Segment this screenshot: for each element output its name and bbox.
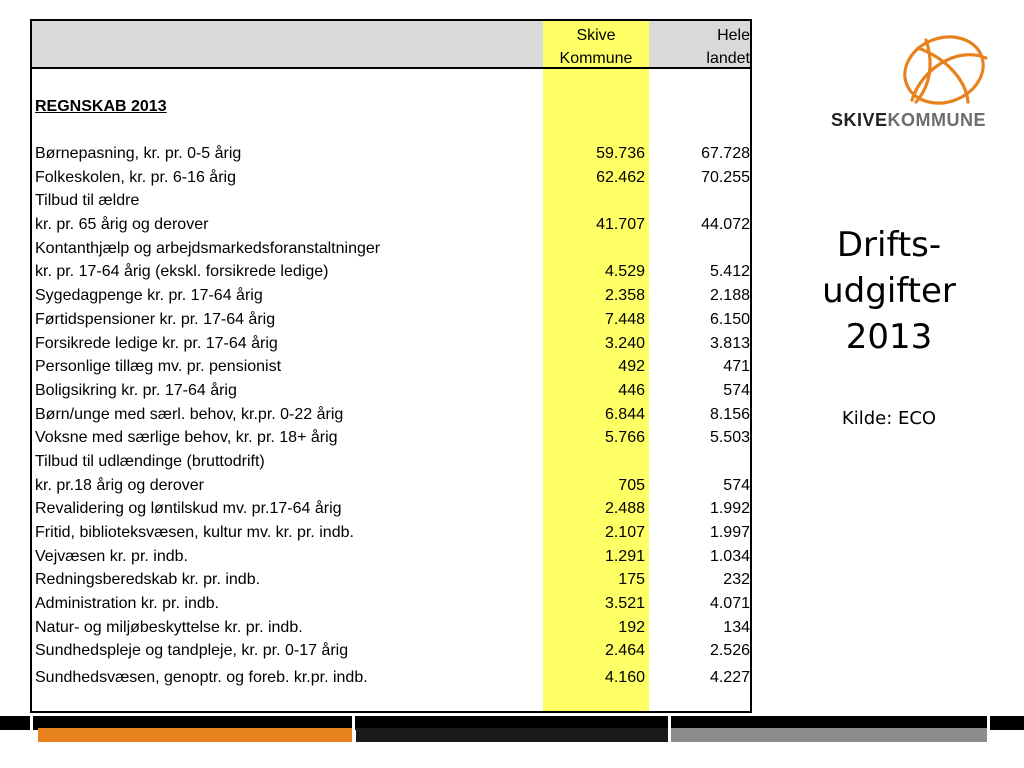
row-value-hele: 5.412: [709, 263, 750, 281]
row-value-skive: 705: [618, 476, 645, 494]
logo-text-bold: SKIVE: [831, 110, 888, 130]
logo-wordmark: [831, 110, 986, 131]
row-label: Vejvæsen kr. pr. indb.: [35, 547, 188, 565]
row-label: kr. pr. 17-64 årig (ekskl. forsikrede ledige): [35, 263, 329, 281]
row-value-hele: 4.227: [709, 669, 750, 687]
row-value-hele: 1.034: [709, 547, 750, 565]
section-title: REGNSKAB 2013: [35, 98, 167, 115]
table-row: [32, 545, 750, 569]
row-label: kr. pr.18 årig og derover: [35, 476, 204, 494]
logo-text-light: KOMMUNE: [887, 110, 987, 130]
table-row: [32, 355, 750, 379]
row-label: Tilbud til ældre: [35, 192, 140, 210]
row-value-hele: 471: [723, 358, 750, 376]
row-value-skive: 1.291: [604, 547, 645, 565]
footer-divider: [987, 716, 990, 742]
row-value-hele: 574: [723, 476, 750, 494]
slide-title-line1: Drifts-: [836, 225, 942, 265]
footer-divider: [30, 716, 33, 742]
row-value-skive: 4.529: [604, 263, 645, 281]
row-value-skive: 4.160: [604, 669, 645, 687]
table-row: [32, 474, 750, 498]
row-value-skive: 2.107: [604, 524, 645, 541]
row-value-hele: 134: [723, 618, 750, 636]
row-label: Administration kr. pr. indb.: [35, 595, 220, 613]
table-row: [32, 616, 750, 640]
column-header-hele-landet: [649, 24, 750, 70]
row-value-skive: 175: [618, 571, 645, 589]
row-value-hele: 574: [723, 381, 750, 399]
column-header-skive-line1: Skive: [576, 27, 616, 44]
row-value-skive: 2.358: [604, 287, 645, 305]
footer-divider: [668, 716, 671, 742]
slide-title: [780, 222, 998, 360]
table-header: [32, 21, 750, 69]
table-row: [32, 450, 750, 474]
row-value-hele: 6.150: [709, 310, 750, 328]
table-row: [32, 639, 750, 663]
table-row: [32, 403, 750, 427]
row-value-hele: 67.728: [701, 145, 750, 162]
row-label: Voksne med særlige behov, kr. pr. 18+ årig: [35, 429, 338, 447]
row-label: Sundhedsvæsen, genoptr. og foreb. kr.pr. indb.: [35, 669, 368, 687]
row-label: kr. pr. 65 årig og derover: [35, 216, 209, 234]
row-label: Natur- og miljøbeskyttelse kr. pr. indb.: [35, 618, 303, 636]
row-value-skive: 492: [618, 358, 645, 376]
table-row: [32, 308, 750, 332]
row-value-skive: 2.464: [604, 642, 645, 660]
row-label: Redningsberedskab kr. pr. indb.: [35, 571, 261, 589]
row-label: Revalidering og løntilskud mv. pr.17-64 årig: [35, 500, 342, 518]
row-value-hele: 1.997: [709, 524, 750, 541]
row-value-hele: 70.255: [701, 168, 750, 186]
row-value-skive: 446: [618, 381, 645, 399]
table-row: [32, 237, 750, 261]
row-value-skive: 6.844: [604, 405, 645, 423]
row-label: Børn/unge med særl. behov, kr.pr. 0-22 årig: [35, 405, 344, 423]
table-row: [32, 142, 750, 166]
row-value-skive: 192: [618, 618, 645, 636]
table-row: [32, 497, 750, 521]
row-label: Børnepasning, kr. pr. 0-5 årig: [35, 145, 242, 162]
row-value-skive: 5.766: [604, 429, 645, 447]
row-label: Sygedagpenge kr. pr. 17-64 årig: [35, 287, 263, 305]
row-value-hele: 232: [723, 571, 750, 589]
row-value-skive: 2.488: [604, 500, 645, 518]
table-row: [32, 284, 750, 308]
table-row: [32, 592, 750, 616]
row-value-hele: 2.526: [709, 642, 750, 660]
table-row: [32, 166, 750, 190]
row-value-hele: 3.813: [709, 334, 750, 352]
footer-bar-orange: [38, 728, 352, 742]
table-row: [32, 332, 750, 356]
row-label: Kontanthjælp og arbejdsmarkedsforanstaltninger: [35, 239, 381, 257]
column-header-skive-line2: Kommune: [559, 50, 633, 67]
table-row: [32, 521, 750, 545]
footer-divider: [352, 716, 355, 742]
slide-title-line3: 2013: [845, 317, 933, 357]
table-row: [32, 260, 750, 284]
row-label: Personlige tillæg mv. pr. pensionist: [35, 358, 282, 376]
source-note: Kilde: ECO: [841, 408, 937, 429]
row-value-hele: 2.188: [709, 287, 750, 305]
row-value-skive: 7.448: [604, 310, 645, 328]
slide-title-line2: udgifter: [822, 271, 956, 311]
table-row: [32, 189, 750, 213]
column-header-hele-line2: landet: [706, 50, 750, 67]
footer-bar-dark: [356, 728, 668, 742]
row-value-skive: 41.707: [596, 216, 645, 234]
row-label: Folkeskolen, kr. pr. 6-16 årig: [35, 168, 236, 186]
footer-bar-grey: [671, 728, 987, 742]
column-header-skive: [543, 24, 649, 70]
data-table: [30, 19, 752, 713]
table-row: [32, 663, 750, 693]
table-row: [32, 426, 750, 450]
row-label: Forsikrede ledige kr. pr. 17-64 årig: [35, 334, 278, 352]
table-body: [32, 142, 750, 693]
row-value-skive: 62.462: [596, 168, 645, 186]
row-value-skive: 3.521: [604, 595, 645, 613]
row-value-skive: 59.736: [596, 145, 645, 162]
table-row: [32, 568, 750, 592]
row-value-skive: 3.240: [604, 334, 645, 352]
table-row: [32, 379, 750, 403]
column-header-hele-line1: Hele: [717, 27, 750, 44]
row-value-hele: 44.072: [701, 216, 750, 234]
row-label: Tilbud til udlændinge (bruttodrift): [35, 452, 265, 470]
row-value-hele: 1.992: [709, 500, 750, 518]
row-label: Boligsikring kr. pr. 17-64 årig: [35, 381, 237, 399]
row-value-hele: 8.156: [709, 405, 750, 423]
row-value-hele: 4.071: [709, 595, 750, 613]
row-label: Fritid, biblioteksvæsen, kultur mv. kr. pr. indb.: [35, 524, 354, 541]
table-row: [32, 213, 750, 237]
row-label: Sundhedspleje og tandpleje, kr. pr. 0-17 årig: [35, 642, 349, 660]
row-value-hele: 5.503: [709, 429, 750, 447]
row-label: Førtidspensioner kr. pr. 17-64 årig: [35, 310, 276, 328]
